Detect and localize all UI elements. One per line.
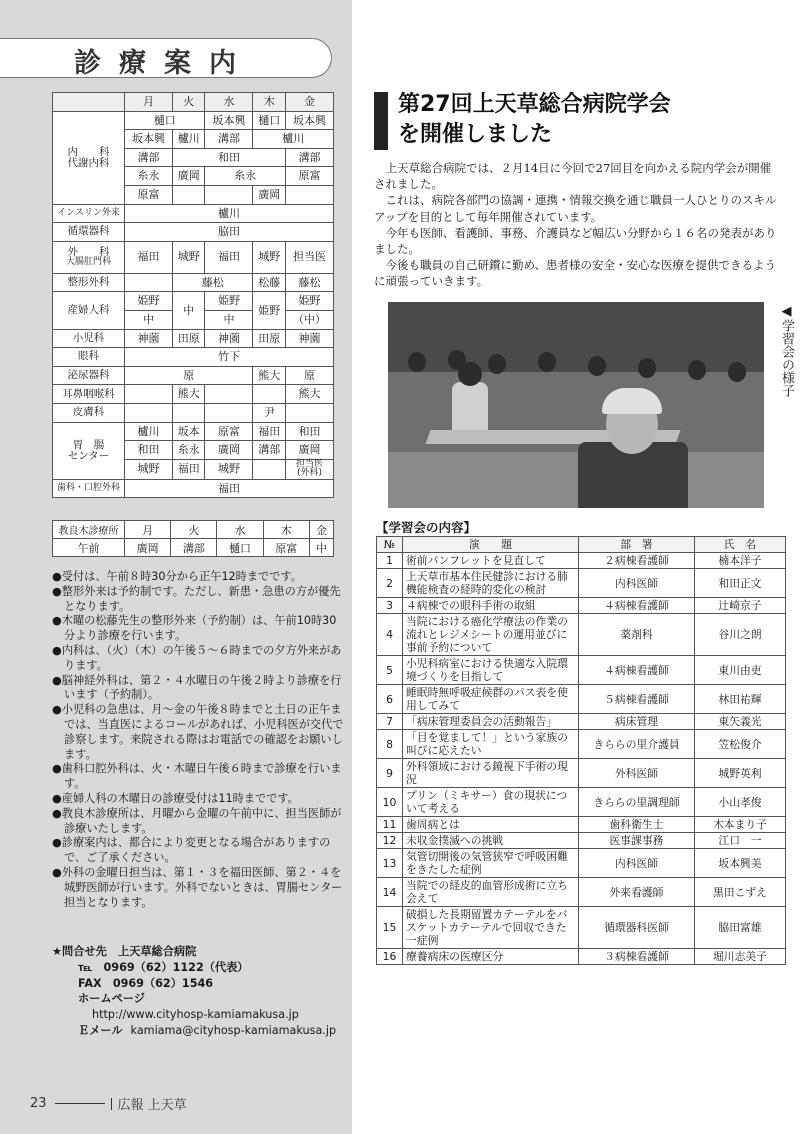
photo-person	[688, 360, 706, 380]
study-row	[377, 714, 786, 730]
dept-shika: 歯科・口腔外科	[53, 479, 125, 498]
study-dept: ５病棟看護師	[579, 685, 695, 714]
study-table	[376, 536, 786, 965]
study-no: 14	[377, 878, 403, 907]
study-no: 12	[377, 833, 403, 849]
schedule-cell: 原富	[125, 185, 173, 204]
schedule-cell	[125, 273, 173, 292]
article-paragraph: 上天草総合病院では、２月14日に今回で27回目を向かえる院内学会が開催されました。	[374, 161, 772, 192]
study-dept: 循環器科医師	[579, 907, 695, 949]
day-header: 火	[171, 521, 217, 539]
study-no: 8	[377, 730, 403, 759]
schedule-cell: 藤松	[285, 273, 333, 292]
note-item: ● 内科は、（火）（木）の午後５～６時までの夕方外来があります。	[52, 644, 344, 674]
dept-sanfu: 産婦人科	[53, 292, 125, 329]
note-item: ● 教良木診療所は、月曜から金曜の午前中に、担当医師が診療いたします。	[52, 807, 344, 837]
schedule-cell: 廣岡	[285, 441, 333, 460]
dept-ganka: 眼科	[53, 348, 125, 367]
study-no: 1	[377, 553, 403, 569]
study-no: 5	[377, 656, 403, 685]
note-item: ● 診療案内は、都合により変更となる場合がありますので、ご了承ください。	[52, 836, 344, 866]
dept-naika	[53, 111, 125, 204]
study-no: 6	[377, 685, 403, 714]
schedule-cell: 溝部	[285, 148, 333, 167]
day-header: 月	[125, 93, 173, 112]
day-header: 火	[173, 93, 205, 112]
study-dept: 薬剤科	[579, 614, 695, 656]
schedule-cell: （中）	[285, 310, 333, 329]
study-person: 谷川之朗	[695, 614, 786, 656]
schedule-cell: 和田	[125, 441, 173, 460]
dept-geka	[53, 241, 125, 273]
day-header: 金	[309, 521, 333, 539]
study-row	[377, 833, 786, 849]
study-person: 林田祐輝	[695, 685, 786, 714]
dept-label-line: 外 科	[67, 246, 110, 259]
schedule-cell: 和田	[173, 148, 286, 167]
schedule-cell: 溝部	[205, 130, 253, 149]
schedule-cell: 神薗	[205, 329, 253, 348]
schedule-cell	[253, 385, 285, 404]
article-title-line: 第27回上天草総合病院学会	[398, 92, 671, 117]
photo-person-hair	[602, 388, 662, 414]
study-row	[377, 553, 786, 569]
email-row	[52, 1023, 344, 1039]
email-link[interactable]: kamiama@cityhosp-kamiamakusa.jp	[130, 1023, 337, 1037]
photo-person	[458, 362, 482, 386]
photo-person	[728, 362, 746, 382]
photo-person	[488, 354, 506, 374]
contact-heading: ★問合せ先 上天草総合病院	[52, 945, 197, 958]
page-footer	[30, 1094, 187, 1113]
photo-person	[408, 352, 426, 372]
schedule-cell	[285, 403, 333, 422]
photo-wall	[388, 302, 764, 372]
study-row	[377, 949, 786, 965]
day-header: 木	[253, 93, 285, 112]
study-dept: 内科医師	[579, 569, 695, 598]
seminar-photo	[388, 302, 764, 508]
schedule-cell	[205, 385, 253, 404]
day-header: 水	[217, 521, 263, 539]
article-paragraph: 今年も医師、看護師、事務、介護員など幅広い分野から１６名の発表がありました。	[374, 225, 777, 257]
schedule-cell: 熊大	[173, 385, 205, 404]
study-person: 東川由吏	[695, 656, 786, 685]
dept-label-line: 大腸肛門科	[65, 257, 111, 268]
study-person: 木本まり子	[695, 817, 786, 833]
study-person: 江口 一	[695, 833, 786, 849]
contact-tel: ℡ 0969（62）1122（代表）	[78, 960, 249, 974]
schedule-cell: 溝部	[253, 441, 285, 460]
dept-label-line: センター	[67, 449, 110, 462]
dept-junkanki: 循環器科	[53, 223, 125, 242]
note-item: ● 外科の金曜日担当は、第１・３を福田医師、第２・４を城野医師が行います。外科でないときは、胃腸センター担当となります。	[52, 866, 344, 910]
kyoragi-table	[52, 520, 334, 557]
homepage-link[interactable]: http://www.cityhosp-kamiamakusa.jp	[92, 1008, 299, 1022]
footer-rule	[55, 1103, 105, 1104]
study-dept: 病床管理	[579, 714, 695, 730]
schedule-cell: 神薗	[125, 329, 173, 348]
schedule-cell	[173, 403, 205, 422]
schedule-cell: 福田	[205, 241, 253, 273]
schedule-cell: 藤松	[173, 273, 253, 292]
schedule-cell: 福田	[125, 479, 334, 498]
dept-label-line: 内 科	[67, 145, 110, 158]
schedule-cell	[205, 403, 253, 422]
schedule-cell: 田原	[173, 329, 205, 348]
study-no: 4	[377, 614, 403, 656]
schedule-cell: 原	[125, 366, 253, 385]
schedule-cell: 櫨川	[125, 204, 334, 223]
study-person: 小山孝俊	[695, 788, 786, 817]
dept-jibi: 耳鼻咽喉科	[53, 385, 125, 404]
schedule-cell: 中	[125, 310, 173, 329]
schedule-cell: 坂本興	[125, 130, 173, 149]
study-topic: プリン（ミキサー）食の現状について考える	[403, 788, 579, 817]
dept-insulin: インスリン外来	[53, 204, 125, 223]
article-paragraph: 今後も職員の自己研鑚に勤め、患者様の安全・安心な医療を提供できるように頑張っていきます。	[374, 258, 777, 289]
schedule-cell: 田原	[253, 329, 285, 348]
study-topic: 「病床管理委員会の活動報告」	[403, 714, 579, 730]
study-row	[377, 817, 786, 833]
study-row	[377, 614, 786, 656]
schedule-cell: 福田	[173, 459, 205, 479]
schedule-cell: 松藤	[253, 273, 285, 292]
schedule-cell: 糸永	[205, 167, 285, 186]
schedule-cell: 櫨川	[253, 130, 334, 149]
study-topic: 当院での経皮的血管形成術に立ち会えて	[403, 878, 579, 907]
study-dept: 外来看護師	[579, 878, 695, 907]
photo-caption: ◀学習会の様子	[779, 304, 794, 397]
schedule-cell	[125, 385, 173, 404]
schedule-cell: 櫨川	[125, 422, 173, 441]
study-topic: 「目を覚まして！」という家族の叫びに応えたい	[403, 730, 579, 759]
study-person: 城野英利	[695, 759, 786, 788]
schedule-cell: 廣岡	[205, 441, 253, 460]
study-no: 13	[377, 849, 403, 878]
study-title: 【学習会の内容】	[376, 520, 477, 535]
study-row	[377, 907, 786, 949]
schedule-cell: 城野	[125, 459, 173, 479]
note-item: ● 木曜の松藤先生の整形外来（予約制）は、午前10時30分より診療を行います。	[52, 614, 344, 644]
cell-line: (外科)	[296, 468, 322, 479]
note-item: ● 小児科の急患は、月～金の午後８時までと土日の正午までは、当直医によるコールがあれば、小児科医が交代で診察します。来院される際はお電話での確認をお願いします。	[52, 703, 344, 762]
schedule-cell: 廣岡	[125, 539, 171, 557]
study-dept: ４病棟看護師	[579, 598, 695, 614]
study-topic: ４病棟での眼科手術の取組	[403, 598, 579, 614]
study-person: 堀川志美子	[695, 949, 786, 965]
study-row	[377, 685, 786, 714]
study-dept: 歯科衛生士	[579, 817, 695, 833]
left-column	[0, 0, 352, 1134]
study-dept: ２病棟看護師	[579, 553, 695, 569]
schedule-cell: 樋口	[253, 111, 285, 130]
study-row	[377, 656, 786, 685]
article-title-line: を開催しました	[398, 122, 553, 147]
day-header: 水	[205, 93, 253, 112]
study-dept: ４病棟看護師	[579, 656, 695, 685]
dept-label-line: 胃 腸	[72, 438, 105, 451]
corner-cell	[53, 93, 125, 112]
study-no: 15	[377, 907, 403, 949]
schedule-cell: 廣岡	[253, 185, 285, 204]
study-person: 辻崎京子	[695, 598, 786, 614]
schedule-cell	[285, 185, 333, 204]
schedule-cell: 原	[285, 366, 333, 385]
schedule-cell: 溝部	[171, 539, 217, 557]
study-person: 坂本興美	[695, 849, 786, 878]
photo-floor	[388, 452, 764, 508]
schedule-cell: 中	[173, 292, 205, 329]
study-topic: 歯周病とは	[403, 817, 579, 833]
schedule-cell: 尹	[253, 403, 285, 422]
day-header: 木	[263, 521, 309, 539]
cell-line: 担当医	[295, 458, 323, 469]
schedule-cell: 城野	[253, 241, 285, 273]
schedule-cell: 竹下	[125, 348, 334, 367]
dept-ichou	[53, 422, 125, 479]
schedule-cell	[205, 185, 253, 204]
study-row	[377, 878, 786, 907]
study-topic: 上天草市基本住民健診における肺機能検査の経時的変化の検討	[403, 569, 579, 598]
photo-person	[538, 352, 556, 372]
study-topic: 睡眠時無呼吸症候群のパス表を使用してみて	[403, 685, 579, 714]
study-no: 16	[377, 949, 403, 965]
study-dept: 内科医師	[579, 849, 695, 878]
study-row	[377, 569, 786, 598]
schedule-cell: 中	[309, 539, 333, 557]
homepage-label: ホームページ	[78, 992, 145, 1006]
study-no: 2	[377, 569, 403, 598]
section-title: 診療案内	[74, 48, 254, 79]
study-topic: 外科領域における鏡視下手術の現況	[403, 759, 579, 788]
study-row	[377, 730, 786, 759]
schedule-cell	[253, 459, 285, 479]
study-person: 笠松俊介	[695, 730, 786, 759]
schedule-cell: 原富	[205, 422, 253, 441]
schedule-cell: 廣岡	[173, 167, 205, 186]
study-row	[377, 759, 786, 788]
schedule-cell: 熊大	[253, 366, 285, 385]
study-topic: 療養病床の医療区分	[403, 949, 579, 965]
schedule-cell: 樋口	[125, 111, 205, 130]
dept-shoni: 小児科	[53, 329, 125, 348]
day-header: 月	[125, 521, 171, 539]
note-item: ● 産婦人科の木曜日の診療受付は11時までです。	[52, 792, 344, 807]
schedule-cell: 糸永	[125, 167, 173, 186]
publication-name: 広報 上天草	[117, 1098, 187, 1113]
dept-seikei: 整形外科	[53, 273, 125, 292]
schedule-cell: 担当医	[285, 241, 333, 273]
study-dept: きららの里調理師	[579, 788, 695, 817]
study-topic: 小児科病室における快適な入院環境づくりを目指して	[403, 656, 579, 685]
study-topic: 未収金撲滅への挑戦	[403, 833, 579, 849]
schedule-cell: 原富	[285, 167, 333, 186]
schedule-cell: 原富	[263, 539, 309, 557]
study-person: 楠本洋子	[695, 553, 786, 569]
study-no: 11	[377, 817, 403, 833]
right-column	[352, 0, 800, 1134]
note-item: ● 整形外来は予約制です。ただし、新患・急患の方が優先となります。	[52, 585, 344, 615]
schedule-cell: 姫野	[285, 292, 333, 311]
study-no: 9	[377, 759, 403, 788]
article-body	[374, 160, 780, 290]
schedule-cell: 熊大	[285, 385, 333, 404]
photo-person	[588, 356, 606, 376]
study-dept: 外科医師	[579, 759, 695, 788]
study-dept: きららの里介護員	[579, 730, 695, 759]
schedule-cell: 姫野	[125, 292, 173, 311]
footer-tick	[111, 1098, 112, 1110]
study-topic: 術前パンフレットを見直して	[403, 553, 579, 569]
study-topic: 破損した長期留置カテーテルをバスケットカテーテルで回収できた一症例	[403, 907, 579, 949]
study-dept: 医事課事務	[579, 833, 695, 849]
contact-block	[52, 944, 344, 1039]
dept-label-line: 代謝内科	[67, 156, 110, 169]
page-number: 23	[30, 1096, 47, 1111]
schedule-cell	[125, 403, 173, 422]
study-header: 氏 名	[695, 537, 786, 553]
study-person: 東矢義光	[695, 714, 786, 730]
schedule-cell: 脇田	[125, 223, 334, 242]
schedule-cell: 坂本興	[205, 111, 253, 130]
schedule-cell: 姫野	[253, 292, 285, 329]
schedule-cell: 中	[205, 310, 253, 329]
study-header: 演 題	[403, 537, 579, 553]
dept-hinyo: 泌尿器科	[53, 366, 125, 385]
study-person: 黒田こずえ	[695, 878, 786, 907]
study-row	[377, 788, 786, 817]
schedule-cell: 城野	[173, 241, 205, 273]
schedule-cell: 福田	[125, 241, 173, 273]
schedule-cell: 坂本興	[285, 111, 333, 130]
study-dept: ３病棟看護師	[579, 949, 695, 965]
schedule-cell: 神薗	[285, 329, 333, 348]
study-topic: 当院における癌化学療法の作業の流れとレジメシートの運用並びに事前予約について	[403, 614, 579, 656]
dept-hifu: 皮膚科	[53, 403, 125, 422]
contact-fax: FAX 0969（62）1546	[78, 976, 214, 990]
title-bar	[374, 92, 388, 150]
article-paragraph: これは、病院各部門の協調・連携・情報交換を通じ職員一人ひとりのスキルアップを目的として毎年開催されています。	[374, 193, 777, 224]
section-header	[0, 38, 332, 78]
schedule-cell: 福田	[253, 422, 285, 441]
schedule-table	[52, 92, 334, 498]
study-no: 7	[377, 714, 403, 730]
day-header: 金	[285, 93, 333, 112]
schedule-cell: 溝部	[125, 148, 173, 167]
study-person: 脇田富雄	[695, 907, 786, 949]
schedule-cell: 和田	[285, 422, 333, 441]
study-row	[377, 849, 786, 878]
photo-person	[638, 358, 656, 378]
study-row	[377, 598, 786, 614]
schedule-cell	[285, 459, 333, 479]
notes-list	[52, 570, 344, 910]
email-label: Ｅメール	[78, 1023, 123, 1037]
study-no: 3	[377, 598, 403, 614]
kyoragi-label: 教良木診療所	[53, 521, 125, 539]
study-no: 10	[377, 788, 403, 817]
note-item: ● 歯科口腔外科は、火・木曜日午後６時まで診療を行います。	[52, 762, 344, 792]
note-item: ● 受付は、午前８時30分から正午12時までです。	[52, 570, 344, 585]
schedule-cell: 城野	[205, 459, 253, 479]
study-person: 和田正文	[695, 569, 786, 598]
study-header: 部 署	[579, 537, 695, 553]
study-header: №	[377, 537, 403, 553]
schedule-cell	[173, 185, 205, 204]
time-label: 午前	[53, 539, 125, 557]
schedule-cell: 櫨川	[173, 130, 205, 149]
note-item: ● 脳神経外科は、第２・４水曜日の午後２時より診療を行います（予約制）。	[52, 674, 344, 704]
schedule-cell: 坂本	[173, 422, 205, 441]
study-topic: 気管切開後の気管狭窄で呼吸困難をきたした症例	[403, 849, 579, 878]
article-title	[398, 90, 671, 150]
schedule-cell: 樋口	[217, 539, 263, 557]
schedule-cell: 糸永	[173, 441, 205, 460]
schedule-cell: 姫野	[205, 292, 253, 311]
